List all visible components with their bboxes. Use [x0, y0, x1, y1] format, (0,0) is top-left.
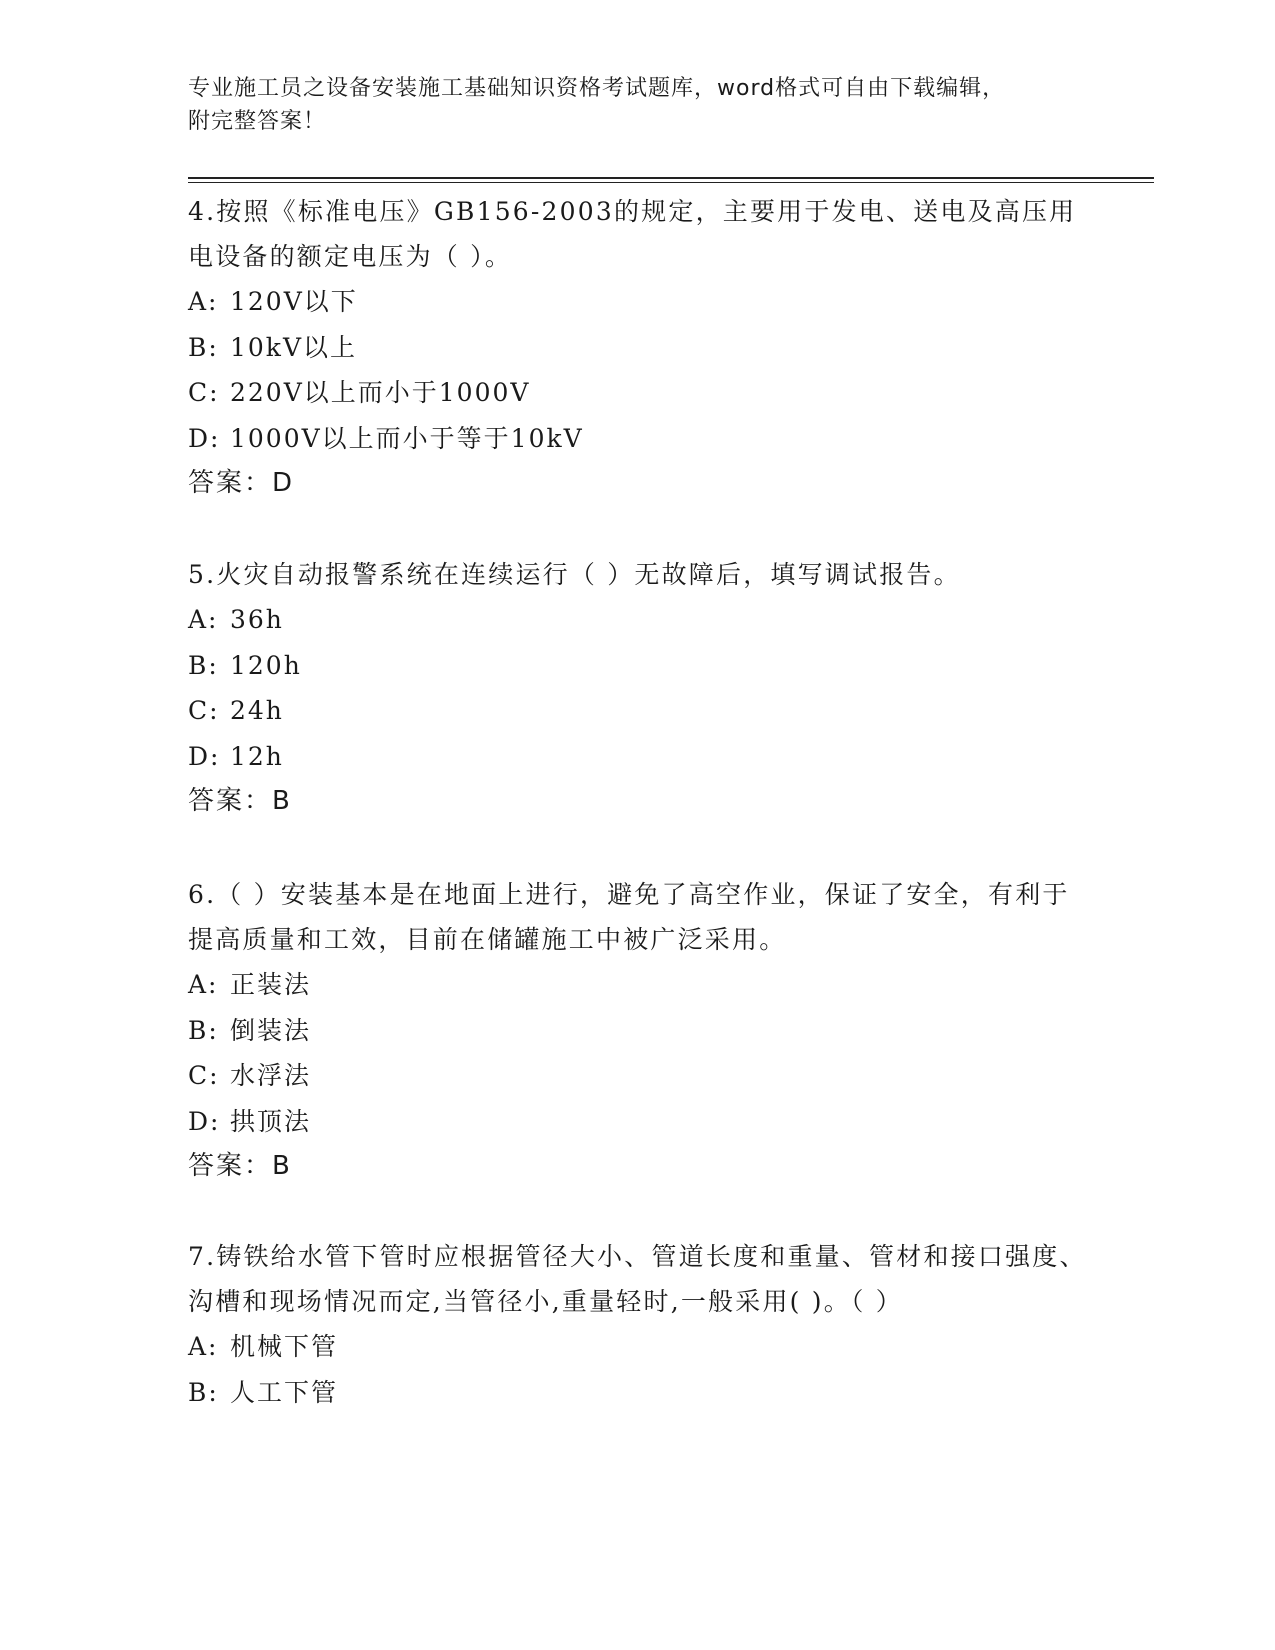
- question-stem: 7.铸铁给水管下管时应根据管径大小、管道长度和重量、管材和接口强度、沟槽和现场情况而定,当管径小,重量轻时,一般采用( )。（ ）: [188, 1242, 1087, 1316]
- option-b: [188, 643, 1088, 689]
- option-letter: A:: [188, 1332, 219, 1361]
- option-c: [188, 1053, 1088, 1099]
- option-letter: B:: [188, 1377, 219, 1407]
- option-text: 水浮法: [230, 1061, 312, 1090]
- option-letter: A:: [188, 287, 219, 316]
- option-letter: C:: [188, 1061, 220, 1090]
- option-d: [188, 734, 1088, 780]
- header-line-1: 专业施工员之设备安装施工基础知识资格考试题库，word格式可自由下载编辑，: [188, 76, 1006, 101]
- option-a: [188, 279, 1088, 325]
- answer-label: 答案：B: [188, 786, 292, 816]
- option-text: 机械下管: [230, 1332, 339, 1361]
- answer-label: 答案：D: [188, 468, 295, 498]
- option-text: 36h: [230, 605, 284, 634]
- option-text: 12h: [230, 741, 284, 771]
- question-6: [188, 872, 1088, 1189]
- option-d: [188, 1099, 1088, 1145]
- question-4: [188, 189, 1088, 506]
- option-text: 24h: [230, 696, 284, 725]
- document-header: [188, 72, 1068, 138]
- question-7: [188, 1234, 1088, 1415]
- option-b: [188, 1370, 1088, 1416]
- header-divider-thick: [188, 177, 1154, 179]
- header-divider-thin: [188, 182, 1154, 183]
- option-text: 120h: [230, 650, 302, 680]
- option-text: 倒装法: [230, 1015, 312, 1045]
- option-text: 10kV以上: [230, 332, 358, 362]
- answer-label: 答案：B: [188, 1151, 292, 1181]
- option-b: [188, 1008, 1088, 1054]
- option-text: 拱顶法: [230, 1106, 312, 1136]
- option-c: [188, 370, 1088, 416]
- option-text: 220V以上而小于1000V: [230, 378, 531, 407]
- question-stem: 5.火灾自动报警系统在连续运行（ ）无故障后，填写调试报告。: [188, 560, 961, 589]
- question-5: [188, 552, 1088, 824]
- option-text: 1000V以上而小于等于10kV: [230, 423, 584, 453]
- option-letter: D:: [188, 423, 221, 453]
- option-letter: B:: [188, 1015, 219, 1045]
- option-letter: D:: [188, 1106, 221, 1136]
- option-text: 正装法: [230, 970, 312, 999]
- option-text: 120V以下: [230, 287, 358, 316]
- option-c: [188, 688, 1088, 734]
- option-letter: B:: [188, 332, 219, 362]
- option-letter: B:: [188, 650, 219, 680]
- header-line-2: 附完整答案！: [188, 109, 327, 134]
- option-a: [188, 597, 1088, 643]
- option-a: [188, 962, 1088, 1008]
- option-letter: C:: [188, 378, 220, 407]
- option-letter: A:: [188, 605, 219, 634]
- option-text: 人工下管: [230, 1377, 339, 1407]
- option-d: [188, 416, 1088, 462]
- option-a: [188, 1324, 1088, 1370]
- option-letter: D:: [188, 741, 221, 771]
- question-stem: 4.按照《标准电压》GB156-2003的规定，主要用于发电、送电及高压用电设备的额定电压为（ ）。: [188, 197, 1077, 271]
- option-letter: A:: [188, 970, 219, 999]
- option-b: [188, 325, 1088, 371]
- option-letter: C:: [188, 696, 220, 725]
- question-stem: 6.（ ）安装基本是在地面上进行，避免了高空作业，保证了安全，有利于提高质量和工效，目前在储罐施工中被广泛采用。: [188, 880, 1070, 954]
